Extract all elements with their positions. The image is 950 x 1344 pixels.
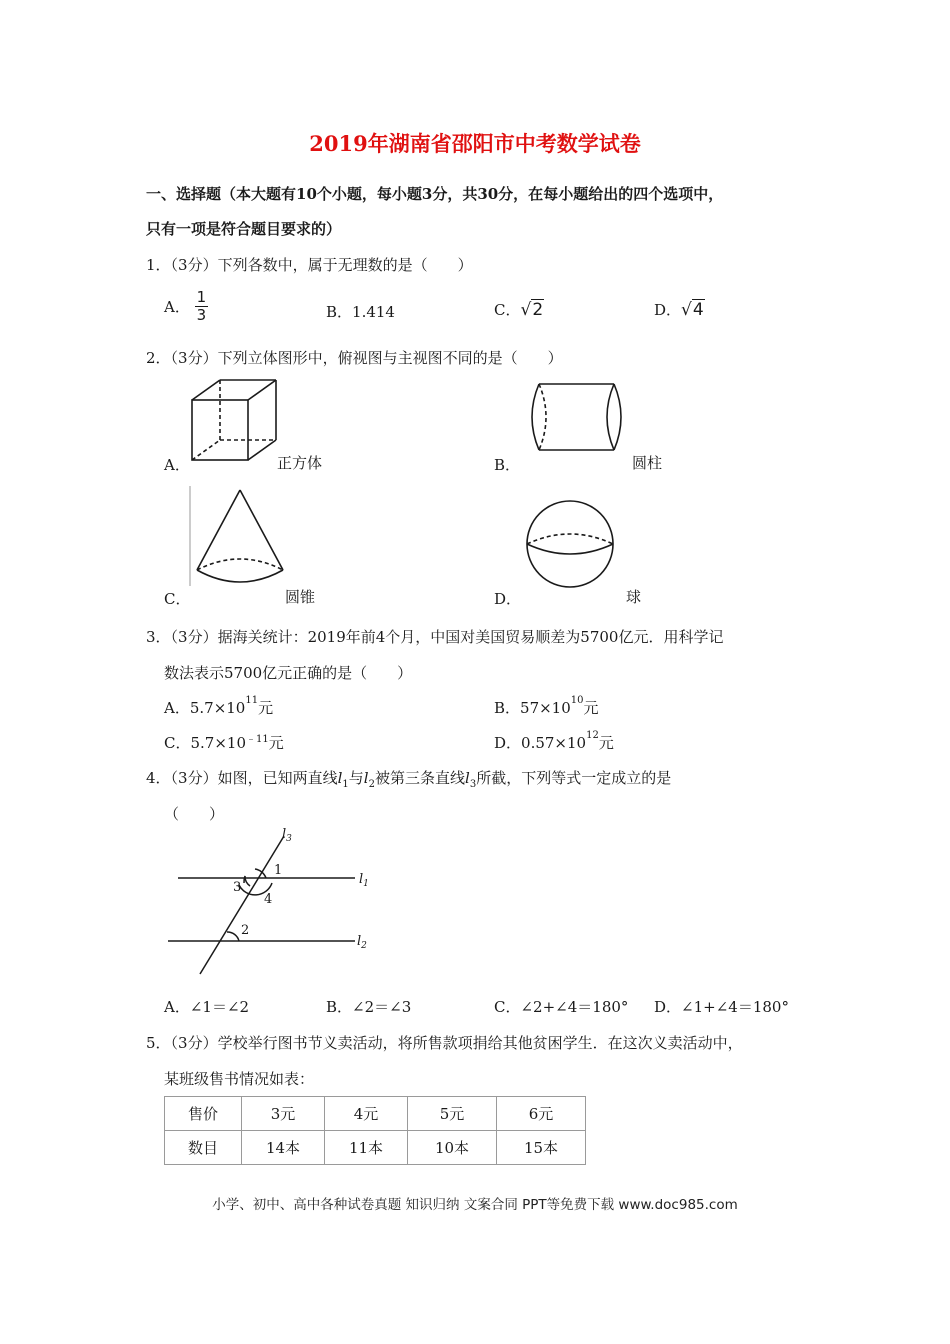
q2-stem: 2．（3分）下列立体图形中，俯视图与主视图不同的是（ ） [146,349,563,367]
q3-option-c-unit: 元 [268,734,284,752]
q1-option-c [494,299,544,320]
table-cell: 售价 [165,1097,242,1131]
table-cell: 6元 [497,1097,586,1131]
table-cell: 4元 [325,1097,408,1131]
table-cell: 10本 [408,1131,497,1165]
q2-option-b-name: 圆柱 [632,454,663,472]
q3-option-a [164,697,273,718]
fig-angle-1: 1 [274,863,283,878]
q3-option-b [494,697,599,718]
q3-option-b-unit: 元 [583,699,599,717]
q4-option-c: C．∠2+∠4＝180° [494,998,629,1016]
q4-line-l1-sub: 1 [342,779,349,790]
q3-stem-line2: 数法表示5700亿元正确的是（ ） [164,664,413,682]
q4-stem-and: 与 [348,769,364,787]
q3-stem-line1: 3．（3分）据海关统计：2019年前4个月，中国对美国贸易顺差为5700亿元．用科学记 [146,628,724,646]
q4-line-l1: l [337,769,343,787]
q1-sqrt-4-radicand: 4 [692,300,704,320]
q2-option-d-name: 球 [626,588,642,606]
q4-option-d: D．∠1+∠4＝180° [654,998,789,1016]
q1-fraction-numerator: 1 [196,288,207,306]
q2-option-a-name: 正方体 [277,454,323,472]
q3-option-c [164,732,284,753]
q4-stem-end: 所截，下列等式一定成立的是 [476,769,672,787]
q1-sqrt-2: √2 [520,300,544,320]
q4-line-l2: l [363,769,369,787]
q3-option-d-exponent: 12 [586,730,599,741]
q3-option-c-base: C．5.7×10 [164,734,246,752]
cylinder-figure [525,380,630,454]
q3-option-d-unit: 元 [598,734,614,752]
q4-option-a: A．∠1＝∠2 [164,998,250,1016]
q1-sqrt-2-radicand: 2 [532,300,544,320]
table-cell: 5元 [408,1097,497,1131]
fig-angle-3: 3 [233,880,242,895]
table-cell: 11本 [325,1131,408,1165]
q4-stem-start: 4．（3分）如图，已知两直线 [146,769,338,787]
q4-stem-line1 [146,767,671,790]
fig-label-l2: $l_2$ [357,934,367,951]
q3-option-c-exponent: ﹣11 [246,734,269,745]
q4-option-b: B．∠2＝∠3 [326,998,412,1016]
fig-angle-2: 2 [241,923,250,938]
cone-figure [188,486,288,588]
q1-option-b: B．1.414 [326,303,395,321]
q2-option-d-label: D． [494,590,522,608]
table-row [165,1131,586,1165]
table-cell: 15本 [497,1131,586,1165]
cube-figure [190,378,280,462]
q2-option-b-label: B． [494,456,521,474]
q5-stem-line2: 某班级售书情况如表： [164,1070,315,1088]
fig-label-l3: $l_3$ [282,827,292,844]
table-cell: 3元 [242,1097,325,1131]
page-title: 2019年湖南省邵阳市中考数学试卷 [309,131,641,156]
q1-option-d-label: D． [654,301,682,319]
q4-answer-paren: （ ） [164,805,225,823]
q1-option-a [164,289,208,324]
q4-line-l3-sub: 3 [469,779,477,790]
fig-label-l1: $l_1$ [359,872,369,889]
table-row [165,1097,586,1131]
page-footer: 小学、初中、高中各种试卷真题 知识归纳 文案合同 PPT等免费下载 www.doc985.com [212,1197,738,1213]
sphere-figure [524,498,616,590]
q1-option-c-label: C． [494,301,521,319]
q4-stem-mid: 被第三条直线 [374,769,465,787]
section-heading-line2: 只有一项是符合题目要求的） [146,220,342,238]
table-cell: 数目 [165,1131,242,1165]
q2-option-a-label: A． [164,456,190,474]
fig-angle-4: 4 [264,892,273,907]
q3-option-d [494,732,614,753]
parallel-lines-figure [160,828,380,978]
sales-table [164,1096,586,1165]
q3-option-a-unit: 元 [258,699,274,717]
q2-option-c-label: C． [164,590,191,608]
q3-option-d-base: D．0.57×10 [494,734,587,752]
q4-line-l3: l [465,769,470,787]
q1-option-a-label: A． [164,298,190,316]
q1-sqrt-4: √4 [681,300,704,320]
q4-line-l2-sub: 2 [368,779,375,790]
table-cell: 14本 [242,1131,325,1165]
section-heading-line1: 一、选择题（本大题有10个小题，每小题3分，共30分，在每小题给出的四个选项中， [146,185,724,203]
q2-option-c-name: 圆锥 [285,588,316,606]
q1-option-d [654,299,705,320]
q3-option-a-base: A．5.7×10 [164,699,246,717]
q1-fraction [195,289,209,324]
q5-stem-line1: 5．（3分）学校举行图书节义卖活动，将所售款项捐给其他贫困学生．在这次义卖活动中， [146,1034,743,1052]
q3-option-a-exponent: 11 [245,695,259,706]
q3-option-b-base: B．57×10 [494,699,571,717]
q1-fraction-denominator: 3 [196,306,207,324]
q1-stem: 1．（3分）下列各数中，属于无理数的是（ ） [146,256,473,274]
q3-option-b-exponent: 10 [570,695,584,706]
